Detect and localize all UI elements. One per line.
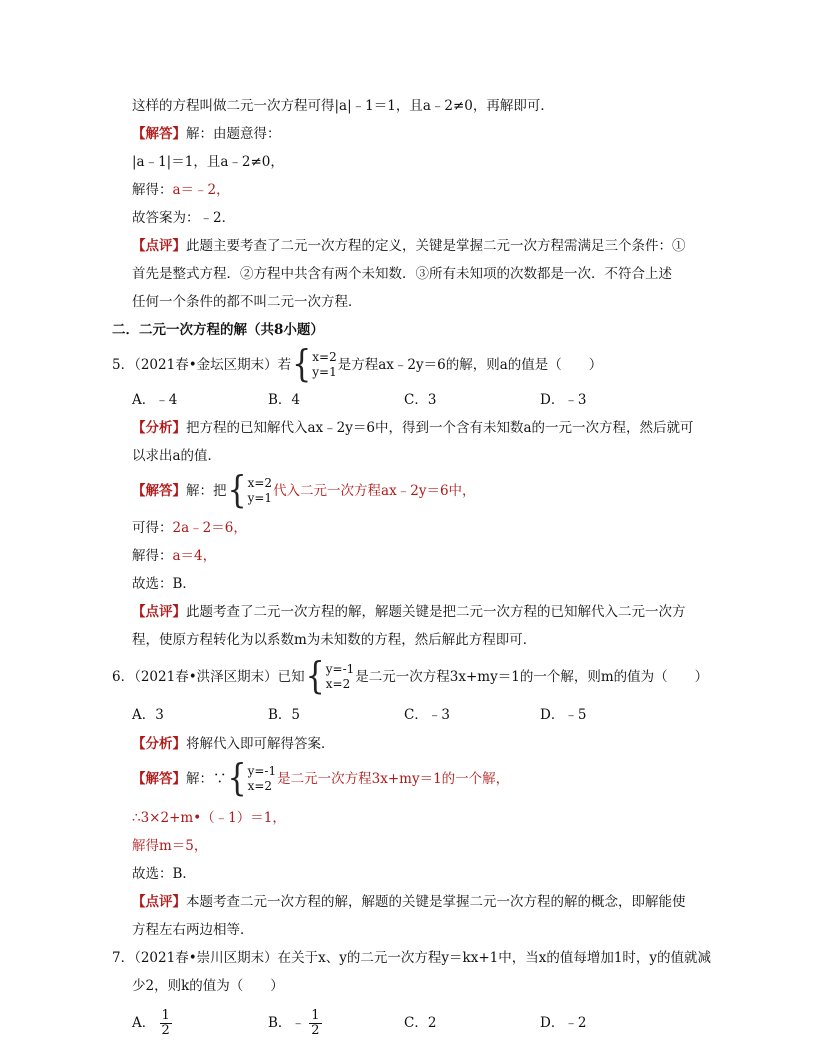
system-line: y=-1: [325, 662, 355, 676]
option-c[interactable]: C．2: [404, 1015, 437, 1031]
analysis-text: 将解代入即可解得答案．: [186, 736, 335, 752]
text-line: [132, 892, 726, 912]
comment-label: 【点评】: [132, 238, 186, 254]
comment-text: 本题考查二元一次方程的解，解题的关键是掌握二元一次方程的解的概念，即解能使: [186, 894, 686, 910]
text-line: [132, 602, 726, 622]
analysis-label: 【分析】: [132, 736, 186, 752]
step-value: a＝4，: [172, 548, 217, 564]
question-suffix: 是方程ax﹣2y＝6的解，则a的值是（ ）: [337, 357, 603, 373]
text-line: [132, 518, 726, 538]
numerator: 1: [161, 1007, 170, 1023]
question-prefix: 5．（2021春•金坛区期末）若: [112, 357, 292, 373]
brace-icon: {: [305, 654, 325, 699]
comment-text: 此题考查了二元一次方程的解，解题关键是把二元一次方程的已知解代入二元一次方: [186, 604, 686, 620]
option-d[interactable]: D．﹣2: [540, 1015, 587, 1031]
text-line: 以求出a的值．: [132, 448, 222, 464]
text-line: 任何一个条件的都不叫二元一次方程．: [132, 294, 362, 310]
text-line: [132, 236, 726, 256]
text-line: 程，使原方程转化为以系数m为未知数的方程，然后解此方程即可．: [132, 632, 537, 648]
text-line: [132, 180, 726, 200]
brace-icon: {: [292, 342, 312, 387]
fraction: [309, 1009, 321, 1038]
step-value: a＝﹣2，: [172, 182, 230, 198]
section-heading: 二．二元一次方程的解（共8小题）: [112, 322, 324, 338]
step-prefix: 可得：: [132, 520, 173, 536]
text-line: [132, 734, 726, 754]
system-line: x=2: [247, 476, 273, 490]
option-d[interactable]: D．﹣3: [540, 392, 587, 408]
fraction: [160, 1009, 172, 1038]
equation-system: [305, 654, 355, 699]
text-line: [132, 468, 726, 513]
step-prefix: 解得：: [132, 548, 173, 564]
option-label: A．: [132, 1014, 156, 1031]
text-line: [132, 418, 726, 438]
system-line: y=1: [247, 491, 273, 505]
answer-text: 解：把: [186, 483, 227, 499]
option-c[interactable]: C．﹣3: [404, 707, 450, 723]
system-line: y=1: [312, 365, 337, 379]
text-line: 解得m＝5，: [132, 838, 208, 854]
answer-label: 【解答】: [132, 483, 186, 499]
text-line: [132, 124, 726, 144]
question-7-options: [132, 1006, 726, 1040]
comment-label: 【点评】: [132, 604, 186, 620]
text-line: 故选：B．: [132, 576, 196, 592]
question-prefix: 6．（2021春•洪泽区期末）已知: [112, 669, 305, 685]
question-6-options: [132, 705, 726, 725]
option-b[interactable]: [268, 1009, 404, 1038]
equation-system: [227, 468, 273, 513]
step-prefix: 解得：: [132, 182, 173, 198]
answer-text: 解：由题意得：: [186, 126, 281, 142]
text-line: |a﹣1|＝1，且a﹣2≠0，: [132, 154, 284, 170]
option-a[interactable]: A．﹣4: [132, 392, 178, 408]
comment-text: 此题主要考查了二元一次方程的定义，关键是掌握二元一次方程需满足三个条件：①: [186, 238, 686, 254]
answer-label: 【解答】: [132, 771, 186, 787]
option-b[interactable]: B．5: [268, 707, 301, 723]
brace-icon: {: [227, 756, 247, 801]
text-line: 这样的方程叫做二元一次方程可得|a|﹣1＝1，且a﹣2≠0，再解即可．: [132, 98, 554, 114]
option-b[interactable]: B．4: [268, 392, 301, 408]
option-label: B．﹣: [268, 1014, 305, 1031]
question-7-stem: 7．（2021春•崇川区期末）在关于x、y的二元一次方程y＝kx+1中，当x的值每增加1时，y的值就减: [112, 950, 712, 966]
question-6-stem: [112, 654, 726, 699]
option-a[interactable]: [132, 1009, 268, 1038]
numerator: 1: [311, 1007, 320, 1023]
text-line: [132, 756, 726, 801]
system-line: x=2: [247, 779, 273, 793]
question-5-stem: [112, 342, 726, 387]
answer-text: 代入二元一次方程ax﹣2y＝6中，: [273, 483, 476, 499]
system-line: x=2: [312, 350, 337, 364]
text-line: ∴3×2+m•（﹣1）＝1，: [132, 810, 286, 826]
analysis-text: 把方程的已知解代入ax﹣2y＝6中，得到一个含有未知数a的一元一次方程，然后就可: [186, 420, 694, 436]
brace-icon: {: [227, 468, 247, 513]
system-line: y=-1: [247, 764, 277, 778]
step-value: 2a﹣2＝6，: [172, 520, 247, 536]
text-line: 故选：B．: [132, 866, 196, 882]
option-c[interactable]: C．3: [404, 392, 437, 408]
text-line: [132, 546, 726, 566]
question-suffix: 是二元一次方程3x+my＝1的一个解，则m的值为（ ）: [355, 669, 709, 685]
option-a[interactable]: A．3: [132, 707, 164, 723]
analysis-label: 【分析】: [132, 420, 186, 436]
system-line: x=2: [325, 677, 351, 691]
equation-system: [292, 342, 337, 387]
answer-text: 是二元一次方程3x+my＝1的一个解，: [277, 771, 510, 787]
comment-label: 【点评】: [132, 894, 186, 910]
text-line: 方程左右两边相等．: [132, 922, 254, 938]
answer-label: 【解答】: [132, 126, 186, 142]
text-line: 首先是整式方程．②方程中共含有两个未知数．③所有未知项的次数都是一次．不符合上述: [132, 266, 672, 282]
denominator: 2: [311, 1022, 320, 1038]
equation-system: [227, 756, 277, 801]
option-d[interactable]: D．﹣5: [540, 707, 587, 723]
question-5-options: [132, 390, 726, 410]
denominator: 2: [161, 1022, 170, 1038]
answer-text: 解：∵: [186, 771, 227, 787]
question-7-stem-cont: 少2，则k的值为（ ）: [132, 978, 284, 994]
text-line: 故答案为：﹣2．: [132, 210, 236, 226]
